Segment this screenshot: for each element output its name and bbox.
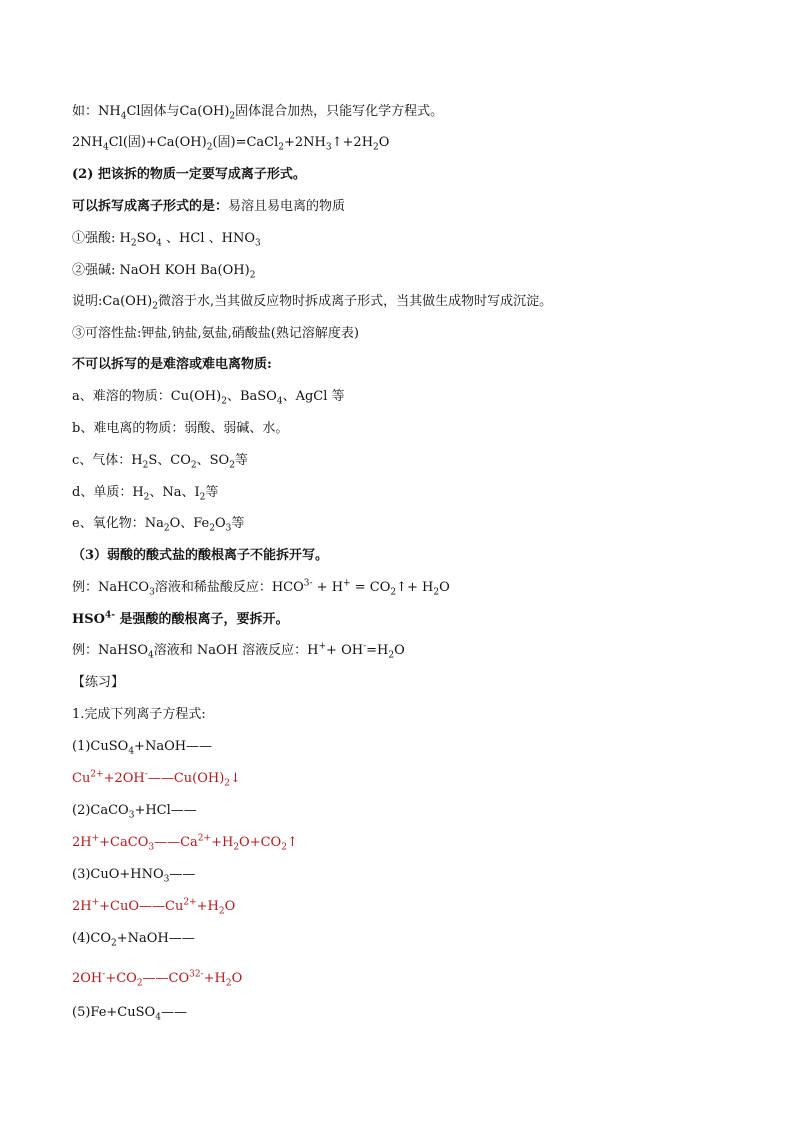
section-heading: (2) 把该拆的物质一定要写成离子形式。 bbox=[72, 167, 306, 182]
section-heading: （3）弱酸的酸式盐的酸根离子不能拆开写。 bbox=[72, 548, 329, 563]
section-heading: $HSO^{4-}$ 是强酸的酸根离子，要拆开。 bbox=[72, 610, 289, 627]
text-line: ③可溶性盐:钾盐,钠盐,氨盐,硝酸盐(熟记溶解度表) bbox=[72, 326, 359, 341]
exercise-question: (1)CuSO$_4$+NaOH—— bbox=[72, 739, 213, 757]
text-line: ②强碱: NaOH KOH $Ba(OH)_2$ bbox=[72, 263, 256, 281]
text-line: 说明$:Ca(OH)_2$微溶于水,当其做反应物时拆成离子形式，当其做生成物时写成沉淀。 bbox=[72, 294, 553, 312]
text-line: d、单质：$H_2$、Na、$I_2$等 bbox=[72, 485, 219, 503]
exercise-question: (5)Fe+CuSO$_4$—— bbox=[72, 1005, 187, 1023]
text-line: e、氧化物：$Na_2O$、$Fe_2O_3$等 bbox=[72, 516, 245, 534]
text-line: 例：NaHCO$_3$溶液和稀盐酸反应：$HCO^{3-} + H^+$ = $CO_2↑+ H_2O$ bbox=[72, 578, 450, 598]
text-line: a、难溶的物质：$Cu(OH)_2$、BaSO$_4$、AgCl 等 bbox=[72, 389, 345, 407]
text-line bbox=[72, 198, 345, 216]
exercise-answer: $2OH^-+CO_2——CO^{32-}+H_2O$ bbox=[72, 969, 243, 989]
text-line: 如：$NH_4Cl$固体与$Ca(OH)_2$固体混合加热，只能写化学方程式。 bbox=[72, 104, 444, 122]
exercise-answer: $2H^++CaCO_3——Ca^{2+}+H_2O+CO_2↑$ bbox=[72, 833, 298, 853]
exercise-answer: $Cu^{2+}+2OH^-——Cu(OH)_2↓$ bbox=[72, 769, 241, 789]
label-value: 易溶且易电离的物质 bbox=[228, 199, 346, 214]
section-heading: 不可以拆写的是难溶或难电离物质: bbox=[72, 357, 272, 372]
text-line: b、难电离的物质：弱酸、弱碱、水。 bbox=[72, 421, 289, 436]
text-line: 例：NaHSO$_4$溶液和 NaOH 溶液反应：$H^++ OH^-=H_2O$ bbox=[72, 641, 405, 661]
exercise-question: $(4)CO_2+NaOH——$ bbox=[72, 931, 195, 949]
text-line: c、气体：$H_2S$、$CO_2$、$SO_2$等 bbox=[72, 453, 248, 471]
exercise-question: $(3)CuO+HNO_3——$ bbox=[72, 867, 196, 885]
exercise-heading: 【练习】 bbox=[72, 675, 125, 690]
exercise-answer: $2H^++CuO——Cu^{2+}+H_2O$ bbox=[72, 897, 236, 917]
text-line: 1.完成下列离子方程式: bbox=[72, 707, 206, 722]
text-line: ①强酸: $H_2SO_4$ 、HCl 、$HNO_3$ bbox=[72, 231, 261, 249]
exercise-question: (2)CaCO$_3$+HCl—— bbox=[72, 803, 197, 821]
label: 可以拆写成离子形式的是： bbox=[72, 199, 229, 214]
text-line: $2NH_4Cl$(固)$+Ca(OH)_2$(固)$=CaCl_2+2NH_3↑+2H_2O$ bbox=[72, 135, 390, 153]
